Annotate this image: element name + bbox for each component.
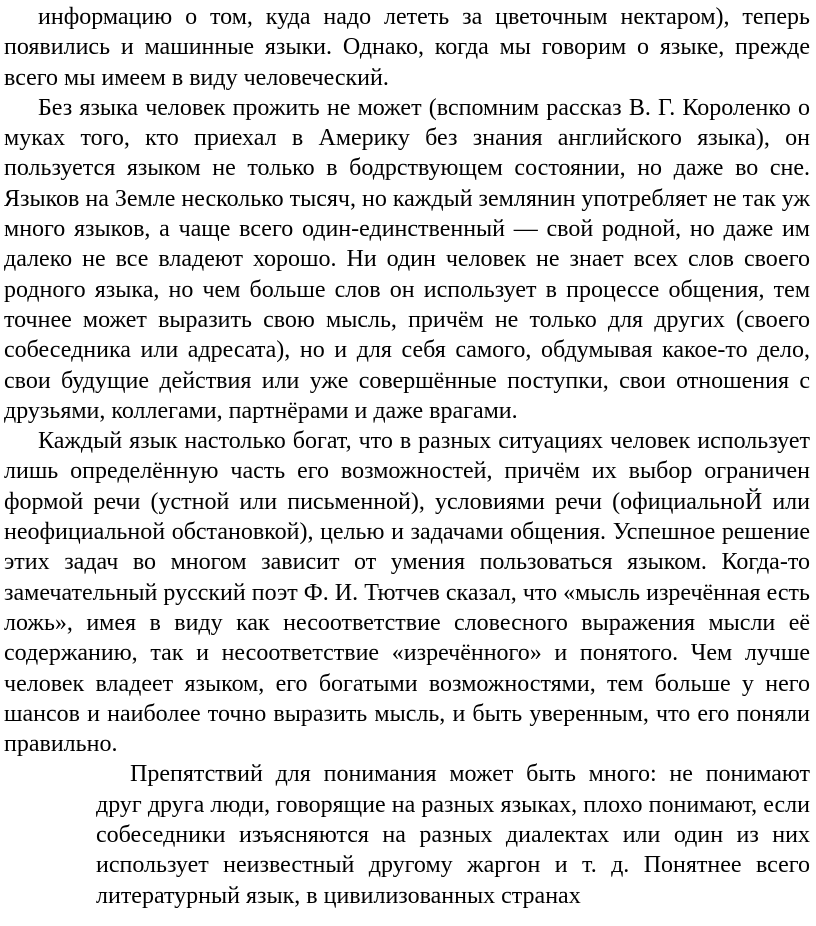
paragraph-2: Без языка человек прожить не может (вспомним рассказ В. Г. Короленко о муках того, кто приехал в Америку без знания английского языка), он пользуется языком не только в бодрствующем состоянии, но даже во сне. Языков на Земле несколько тысяч, но каждый землянин употребляет не так уж много языков, а чаще всего один-единственный — свой родной, но даже им далеко не все владеют хорошо. Ни один человек не знает всех слов своего родного языка, но чем больше слов он использует в процессе общения, тем точнее может выразить свою мысль, причём не только для других (своего собеседника или адресата), но и для себя самого, обдумывая какое-то дело, свои будущие действия или уже совершённые поступки, свои отношения с друзьями, коллегами, партнёрами и даже врагами. <box>4 94 810 424</box>
paragraph-4: Препятствий для понимания может быть много: не понимают друг друга люди, говорящие на разных языках, плохо понимают, если собеседники изъясняются на разных диалектах или один из них использует неизвестный другому жаргон и т. д. Понятнее всего литературный язык, в цивилизованных странах <box>96 761 810 909</box>
paragraph-3: Каждый язык настолько богат, что в разных ситуациях человек использует лишь определённую часть его возможностей, причём их выбор ограничен формой речи (устной или письменной), условиями речи (официальноЙ или неофициальной обстановкой), целью и задачами общения. Успешное решение этих задач во многом зависит от умения пользоваться языком. Когда-то замечательный русский поэт Ф. И. Тютчев сказал, что «мысль изречённая есть ложь», имея в виду как несоответствие словесного выражения мысли её содержанию, так и несоответствие «изречённого» и понятого. Чем лучше человек владеет языком, его богатыми возможностями, тем больше у него шансов и наиболее точно выразить мысль, и быть уверенным, что его поняли правильно. <box>4 428 810 758</box>
paragraph-1: информацию о том, куда надо лететь за цветочным нектаром), теперь появились и машинные языки. Однако, когда мы говорим о языке, прежде всего мы имеем в виду человеческий. <box>4 4 810 91</box>
